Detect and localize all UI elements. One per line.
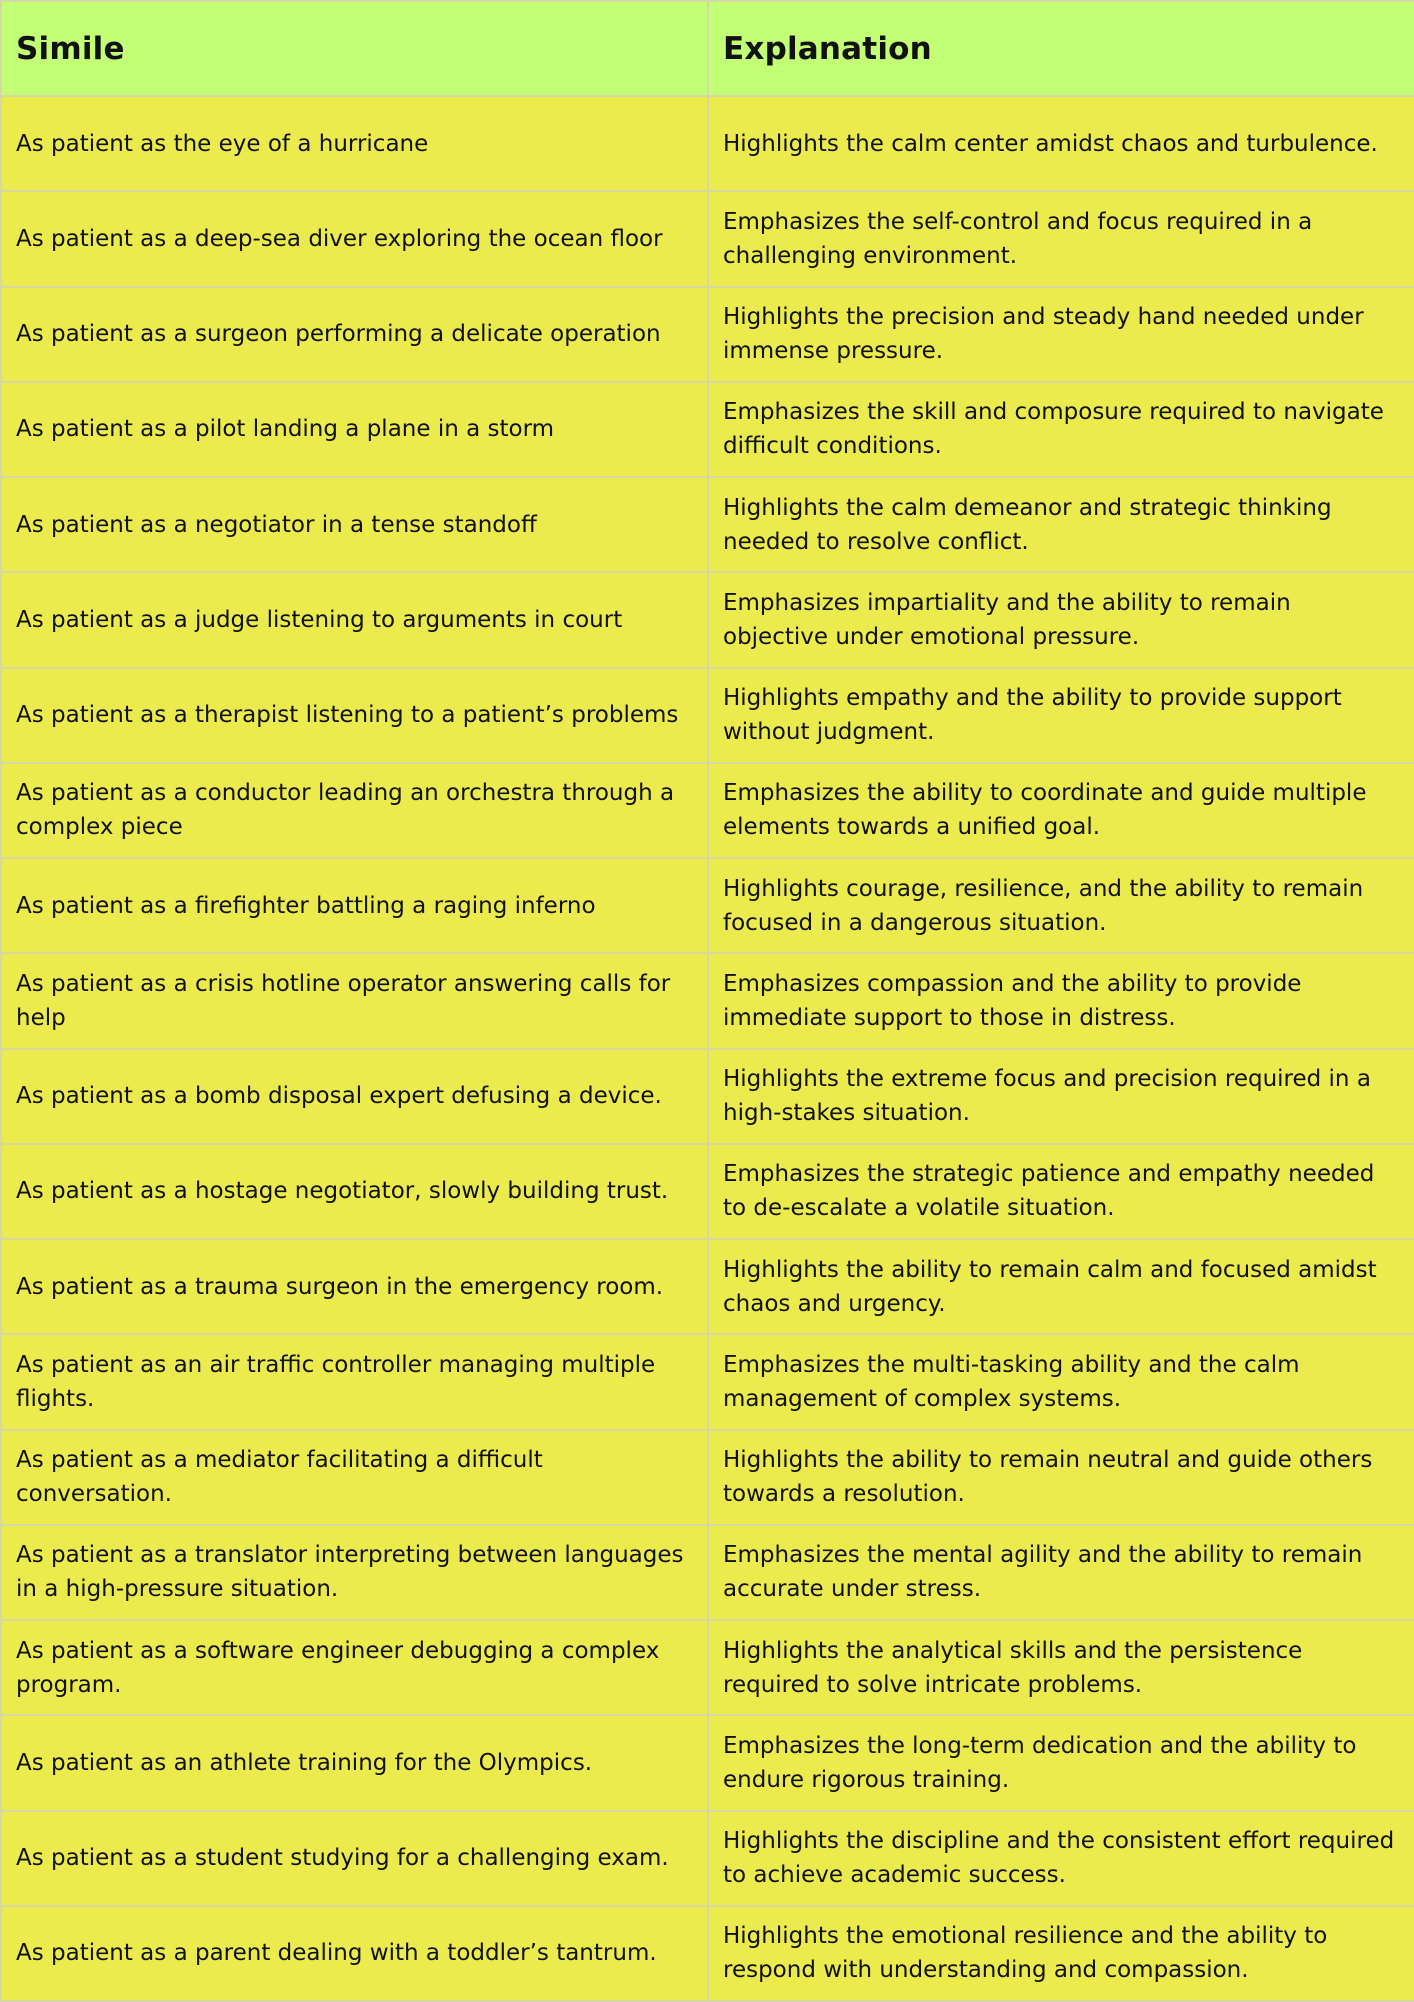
explanation-cell: Emphasizes the long-term dedication and the ability to endure rigorous training. bbox=[708, 1715, 1414, 1810]
simile-cell: As patient as a mediator facilitating a difficult conversation. bbox=[1, 1430, 708, 1525]
table-row bbox=[1, 1525, 1414, 1620]
table-row bbox=[1, 382, 1414, 477]
explanation-cell: Emphasizes compassion and the ability to provide immediate support to those in distress. bbox=[708, 953, 1414, 1048]
table-row bbox=[1, 763, 1414, 858]
table-row bbox=[1, 191, 1414, 286]
table-row bbox=[1, 668, 1414, 763]
simile-cell: As patient as a parent dealing with a toddler’s tantrum. bbox=[1, 1906, 708, 2001]
explanation-cell: Highlights the emotional resilience and the ability to respond with understanding and compassion. bbox=[708, 1906, 1414, 2001]
simile-cell: As patient as a firefighter battling a raging inferno bbox=[1, 858, 708, 953]
table-row bbox=[1, 858, 1414, 953]
explanation-cell: Highlights the precision and steady hand needed under immense pressure. bbox=[708, 287, 1414, 382]
explanation-cell: Highlights the discipline and the consistent effort required to achieve academic success. bbox=[708, 1811, 1414, 1906]
simile-cell: As patient as a deep-sea diver exploring the ocean floor bbox=[1, 191, 708, 286]
header-explanation: Explanation bbox=[708, 1, 1414, 96]
explanation-cell: Emphasizes the strategic patience and empathy needed to de-escalate a volatile situation. bbox=[708, 1144, 1414, 1239]
explanation-cell: Highlights the calm demeanor and strategic thinking needed to resolve conflict. bbox=[708, 477, 1414, 572]
simile-cell: As patient as a translator interpreting between languages in a high-pressure situation. bbox=[1, 1525, 708, 1620]
explanation-cell: Highlights the analytical skills and the persistence required to solve intricate problems. bbox=[708, 1620, 1414, 1715]
simile-cell: As patient as a trauma surgeon in the emergency room. bbox=[1, 1239, 708, 1334]
explanation-cell: Highlights empathy and the ability to provide support without judgment. bbox=[708, 668, 1414, 763]
simile-cell: As patient as a hostage negotiator, slowly building trust. bbox=[1, 1144, 708, 1239]
table-row bbox=[1, 287, 1414, 382]
table-row bbox=[1, 1811, 1414, 1906]
table-row bbox=[1, 1906, 1414, 2001]
table-header bbox=[1, 1, 1414, 96]
explanation-cell: Emphasizes the mental agility and the ability to remain accurate under stress. bbox=[708, 1525, 1414, 1620]
table-row bbox=[1, 1715, 1414, 1810]
simile-cell: As patient as a pilot landing a plane in a storm bbox=[1, 382, 708, 477]
explanation-cell: Emphasizes the skill and composure required to navigate difficult conditions. bbox=[708, 382, 1414, 477]
explanation-cell: Highlights the extreme focus and precision required in a high-stakes situation. bbox=[708, 1049, 1414, 1144]
simile-cell: As patient as a software engineer debugging a complex program. bbox=[1, 1620, 708, 1715]
table-row bbox=[1, 953, 1414, 1048]
table-row bbox=[1, 1144, 1414, 1239]
table-row bbox=[1, 1049, 1414, 1144]
header-simile: Simile bbox=[1, 1, 708, 96]
table-row bbox=[1, 1430, 1414, 1525]
simile-cell: As patient as a therapist listening to a patient’s problems bbox=[1, 668, 708, 763]
explanation-cell: Emphasizes the ability to coordinate and guide multiple elements towards a unified goal. bbox=[708, 763, 1414, 858]
explanation-cell: Highlights courage, resilience, and the ability to remain focused in a dangerous situation. bbox=[708, 858, 1414, 953]
table-row bbox=[1, 572, 1414, 667]
explanation-cell: Emphasizes the self-control and focus required in a challenging environment. bbox=[708, 191, 1414, 286]
simile-cell: As patient as an air traffic controller managing multiple flights. bbox=[1, 1334, 708, 1429]
simile-cell: As patient as a conductor leading an orchestra through a complex piece bbox=[1, 763, 708, 858]
table-body bbox=[1, 96, 1414, 2001]
table-row bbox=[1, 477, 1414, 572]
simile-cell: As patient as an athlete training for the Olympics. bbox=[1, 1715, 708, 1810]
simile-cell: As patient as a crisis hotline operator answering calls for help bbox=[1, 953, 708, 1048]
explanation-cell: Emphasizes the multi-tasking ability and the calm management of complex systems. bbox=[708, 1334, 1414, 1429]
simile-cell: As patient as a bomb disposal expert defusing a device. bbox=[1, 1049, 708, 1144]
simile-cell: As patient as a surgeon performing a delicate operation bbox=[1, 287, 708, 382]
table-row bbox=[1, 1620, 1414, 1715]
explanation-cell: Highlights the calm center amidst chaos and turbulence. bbox=[708, 96, 1414, 191]
table-row bbox=[1, 1239, 1414, 1334]
explanation-cell: Highlights the ability to remain neutral and guide others towards a resolution. bbox=[708, 1430, 1414, 1525]
explanation-cell: Highlights the ability to remain calm and focused amidst chaos and urgency. bbox=[708, 1239, 1414, 1334]
simile-cell: As patient as the eye of a hurricane bbox=[1, 96, 708, 191]
simile-cell: As patient as a judge listening to arguments in court bbox=[1, 572, 708, 667]
explanation-cell: Emphasizes impartiality and the ability to remain objective under emotional pressure. bbox=[708, 572, 1414, 667]
simile-cell: As patient as a negotiator in a tense standoff bbox=[1, 477, 708, 572]
table-row bbox=[1, 96, 1414, 191]
table-row bbox=[1, 1334, 1414, 1429]
header-row bbox=[1, 1, 1414, 96]
simile-cell: As patient as a student studying for a challenging exam. bbox=[1, 1811, 708, 1906]
